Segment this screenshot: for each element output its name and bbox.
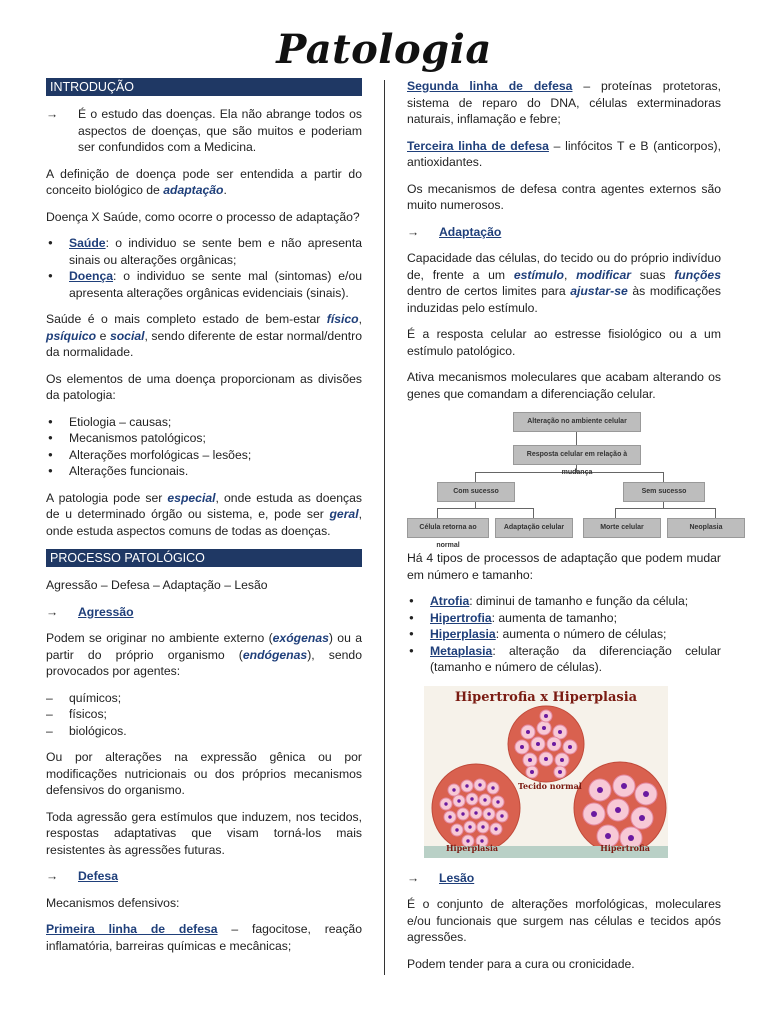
label-hiperplasia: Hiperplasia [446, 843, 499, 853]
question-paragraph: Doença X Saúde, como ocorre o processo de adaptação? [46, 209, 360, 224]
elements-list [46, 414, 362, 480]
subheading-adaptacao: → Adaptação [407, 224, 502, 239]
flowchart-node: Neoplasia [667, 518, 745, 538]
list-item: ● Metaplasia: alteração da diferenciação celular (tamanho e número de células). [407, 643, 721, 676]
list-item: – químicos; [46, 690, 362, 707]
flowchart-node: Resposta celular em relação à mudança [513, 445, 641, 465]
column-divider [384, 80, 385, 975]
flowchart-node: Adaptação celular [495, 518, 573, 538]
label-tecido-normal: Tecido normal [518, 780, 582, 791]
list-item: ● Atrofia: diminui de tamanho e função da célula; [407, 593, 721, 610]
patologia-types-paragraph: A patologia pode ser especial, onde estuda as doenças de u determinado órgão ou sistema, e, pode ser geral, onde estuda aspectos comuns de todas as doenças. [46, 490, 362, 538]
cells-illustration [424, 686, 668, 858]
terceira-linha-paragraph: Terceira linha de defesa – linfócitos T e B (anticorpos), antioxidantes. [407, 138, 721, 169]
adaptation-types-list [407, 593, 721, 676]
flowchart-node: Alteração no ambiente celular [513, 412, 641, 432]
lesao-paragraph: É o conjunto de alterações morfológicas, moleculares e/ou funcionais que surgem nas células e tecidos após agressões. [407, 897, 721, 944]
right-column [407, 78, 721, 982]
left-column [46, 78, 362, 964]
intro-arrow-paragraph: → É o estudo das doenças. Ela não abrange todos os aspectos de doenças, que são muitos e poderiam ser confundidos com a Medicina. [46, 107, 362, 154]
list-item: ● Alterações funcionais. [46, 463, 362, 480]
list-item: ● Saúde: o individuo se sente bem e não apresenta sinais ou alterações orgânicas; [46, 235, 362, 268]
tender-paragraph: Podem tender para a cura ou cronicidade. [407, 956, 635, 971]
flowchart-node: Com sucesso [437, 482, 515, 502]
subheading-agressao: → Agressão [46, 604, 134, 619]
list-item: ● Hipertrofia: aumenta de tamanho; [407, 610, 721, 627]
elements-intro-paragraph: Os elementos de uma doença proporcionam as divisões da patologia: [46, 371, 362, 402]
adaptation-flowchart [407, 412, 747, 549]
list-item: – biológicos. [46, 723, 362, 740]
resposta-paragraph: É a resposta celular ao estresse fisiológico ou a um estímulo patológico. [407, 327, 721, 358]
arrow-icon: → [46, 869, 59, 883]
page-title: Patologia [276, 26, 492, 73]
hipertrofia-hiperplasia-illustration [424, 686, 668, 858]
list-item: ● Alterações morfológicas – lesões; [46, 447, 362, 464]
subheading-lesao: → Lesão [407, 870, 475, 885]
arrow-icon: → [407, 224, 420, 239]
primeira-linha-paragraph: Primeira linha de defesa – fagocitose, reação inflamatória, barreiras químicas e mecânicas; [46, 922, 362, 953]
list-item: ● Etiologia – causas; [46, 414, 362, 431]
flowchart-node: Morte celular [583, 518, 661, 538]
arrow-icon: → [46, 107, 59, 121]
saude-definition-paragraph: Saúde é o mais completo estado de bem-estar físico, psíquico e social, sendo diferente de estar normal/dentro da normalidade. [46, 312, 362, 359]
definition-paragraph: A definição de doença pode ser entendida a partir do conceito biológico de adaptação. [46, 166, 362, 197]
arrow-icon: → [46, 604, 59, 619]
flowchart-node: Célula retorna ao normal [407, 518, 489, 538]
mecanismos-label: Mecanismos defensivos: [46, 895, 180, 910]
process-sequence: Agressão – Defesa – Adaptação – Lesão [46, 578, 268, 592]
label-hipertrofia: Hipertrofia [600, 843, 650, 853]
agents-list [46, 690, 362, 740]
saude-doenca-list [46, 235, 362, 301]
segunda-linha-paragraph: Segunda linha de defesa – proteínas protetoras, sistema de reparo do DNA, células exterminadoras naturais, inflamação e febre; [407, 79, 722, 126]
capacidade-paragraph: Capacidade das células, do tecido ou do próprio indivíduo de, frente a um estímulo, modificar suas funções dentro de certos limites para ajustar-se às modificações induzidas pelo estímulo. [407, 251, 721, 315]
list-item: ● Mecanismos patológicos; [46, 430, 362, 447]
agressao-paragraph: Podem se originar no ambiente externo (exógenas) ou a partir do próprio organismo (endógenas), sendo provocados por agentes: [46, 631, 362, 678]
flowchart-node: Sem sucesso [623, 482, 705, 502]
section-header-introducao: INTRODUÇÃO [46, 78, 362, 96]
ativa-paragraph: Ativa mecanismos moleculares que acabam alterando os genes que comandam a diferenciação celular. [407, 370, 721, 401]
toda-agressao-paragraph: Toda agressão gera estímulos que induzem, nos tecidos, respostas adaptativas que visam torná-los mais resistentes às agressões futuras. [46, 809, 362, 857]
subheading-defesa: → Defesa [46, 869, 118, 883]
arrow-icon: → [407, 870, 420, 885]
section-header-processo: PROCESSO PATOLÓGICO [46, 549, 362, 567]
illustration-title: Hipertrofia x Hiperplasia [454, 689, 638, 705]
list-item: – físicos; [46, 706, 362, 723]
list-item: ● Doença: o individuo se sente mal (sintomas) e/ou apresenta alterações orgânicas evidenciais (sinais). [46, 268, 362, 301]
alteracoes-paragraph: Ou por alterações na expressão gênica ou por modificações nutricionais ou dos próprios mecanismos defensivos do organismo. [46, 750, 362, 797]
ha4-paragraph: Há 4 tipos de processos de adaptação que podem mudar em número e tamanho: [407, 551, 721, 582]
mecanismos-paragraph: Os mecanismos de defesa contra agentes externos são muito numerosos. [407, 181, 721, 212]
list-item: ● Hiperplasia: aumenta o número de células; [407, 626, 721, 643]
